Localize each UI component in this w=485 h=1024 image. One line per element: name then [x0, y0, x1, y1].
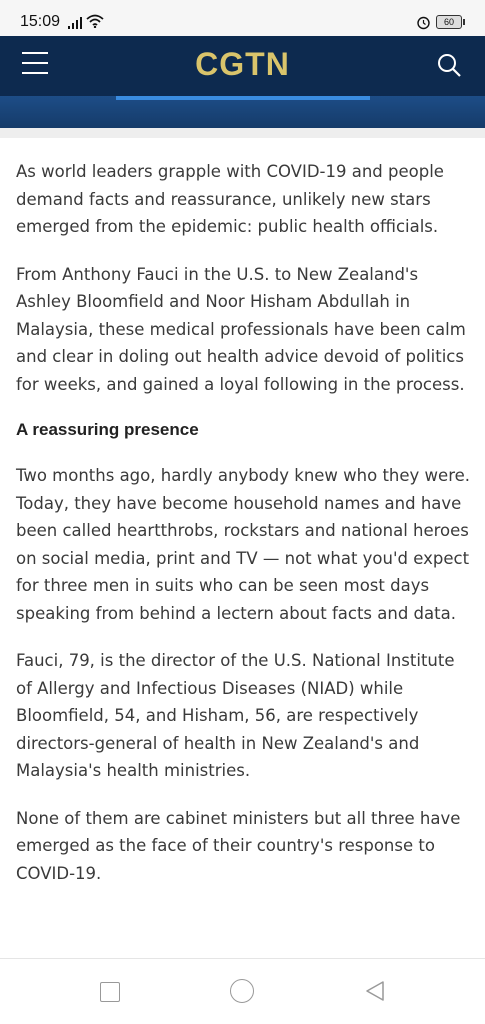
- home-icon[interactable]: [230, 979, 254, 1003]
- article-paragraph: From Anthony Fauci in the U.S. to New Zealand's Ashley Bloomfield and Noor Hisham Abdullah in Malaysia, these medical professionals have been calm and clear in doling out health advice devoid of politics for weeks, and gained a loyal following in the process.: [16, 264, 466, 394]
- article-subheading: A reassuring presence: [16, 420, 199, 439]
- status-time: 15:09: [20, 13, 61, 30]
- wifi-icon: [86, 14, 104, 28]
- hero-accent-bar: [116, 96, 370, 100]
- article-paragraph: None of them are cabinet ministers but all three have emerged as the face of their country's response to COVID-19.: [16, 808, 461, 883]
- battery-level: 60: [443, 17, 454, 27]
- article-body: [16, 158, 472, 907]
- status-bar: [0, 0, 485, 36]
- battery-icon: [436, 15, 462, 29]
- search-icon[interactable]: [435, 51, 463, 79]
- back-icon[interactable]: [363, 979, 387, 1003]
- article-paragraph: Fauci, 79, is the director of the U.S. National Institute of Allergy and Infectious Diseases (NIAD) while Bloomfield, 54, and Hisham, 56, are respectively directors-general of health in New Zealand's and Malaysia's health ministries.: [16, 651, 455, 780]
- recent-apps-icon[interactable]: [100, 982, 120, 1002]
- system-nav-bar: [0, 958, 485, 1024]
- alarm-icon: [416, 15, 431, 30]
- signal-icon: [68, 17, 84, 29]
- article-paragraph: Two months ago, hardly anybody knew who they were. Today, they have become household names and have been called heartthrobs, rockstars and national heroes on social media, print and TV — not what you'd expect for three men in suits who can be seen most days speaking from behind a lectern about facts and data.: [16, 466, 471, 623]
- section-divider: [0, 128, 485, 138]
- hero-image: [0, 96, 485, 128]
- app-header: [0, 36, 485, 96]
- article-paragraph: As world leaders grapple with COVID-19 and people demand facts and reassurance, unlikely new stars emerged from the epidemic: public health officials.: [16, 162, 444, 236]
- logo[interactable]: CGTN: [195, 46, 290, 82]
